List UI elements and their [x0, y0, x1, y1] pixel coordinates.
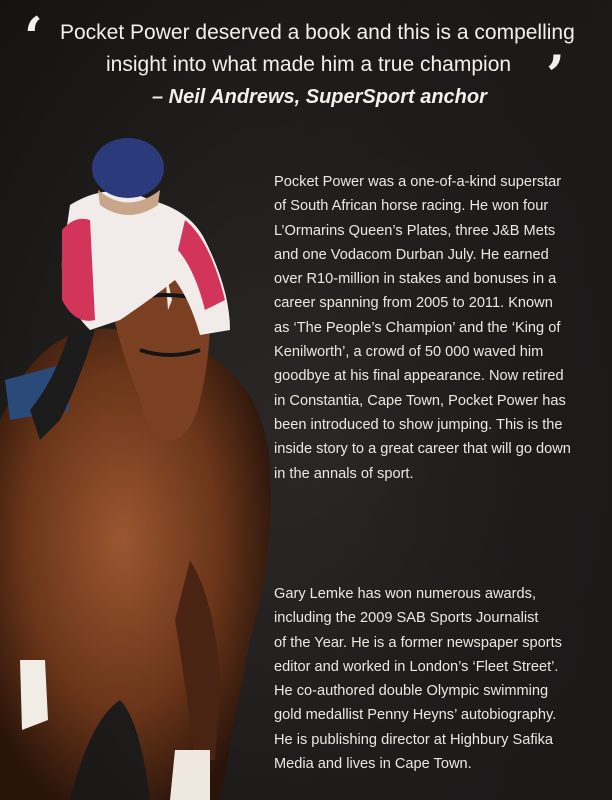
quote-attribution: – Neil Andrews, SuperSport anchor: [152, 86, 487, 108]
description-line: career spanning from 2005 to 2011. Known: [274, 295, 553, 312]
jockey-cap: [92, 138, 164, 198]
description-line: in the annals of sport.: [274, 465, 414, 482]
description-line: L’Ormarins Queen’s Plates, three J&B Mets: [274, 222, 556, 239]
quote-line-1: Pocket Power deserved a book and this is a compelling: [60, 21, 575, 44]
description-line: over R10-million in stakes and bonuses in a: [274, 271, 557, 288]
description-line: and one Vodacom Durban July. He earned: [274, 246, 549, 263]
author-bio-line: including the 2009 SAB Sports Journalist: [274, 610, 539, 627]
description-line: goodbye at his final appearance. Now retired: [274, 368, 564, 385]
author-bio-line: editor and worked in London’s ‘Fleet Street’.: [274, 658, 559, 675]
description-line: been introduced to show jumping. This is the: [274, 416, 563, 433]
quote-line-2: insight into what made him a true champion: [106, 53, 512, 76]
description-line: Kenilworth’, a crowd of 50 000 waved him: [274, 344, 544, 361]
author-bio-line: Media and lives in Cape Town.: [274, 756, 472, 773]
author-bio-line: of the Year. He is a former newspaper sports: [274, 634, 562, 651]
description-line: Pocket Power was a one-of-a-kind superstar: [274, 174, 562, 190]
description-line: in Constantia, Cape Town, Pocket Power has: [274, 392, 566, 409]
author-bio-line: gold medallist Penny Heyns’ autobiography.: [274, 707, 557, 724]
close-quote-mark: ’: [546, 43, 565, 107]
book-description: [274, 170, 571, 486]
author-bio-line: He co-authored double Olympic swimming: [274, 683, 549, 700]
description-line: as ‘The People’s Champion’ and the ‘King of: [274, 319, 561, 336]
author-bio: [274, 582, 562, 776]
description-line: of South African horse racing. He won four: [274, 198, 549, 215]
author-bio-line: Gary Lemke has won numerous awards,: [274, 586, 536, 602]
author-bio-line: He is publishing director at Highbury Safika: [274, 731, 554, 748]
description-line: inside story to a great career that will go down: [274, 441, 571, 458]
open-quote-mark: ‘: [24, 5, 43, 69]
